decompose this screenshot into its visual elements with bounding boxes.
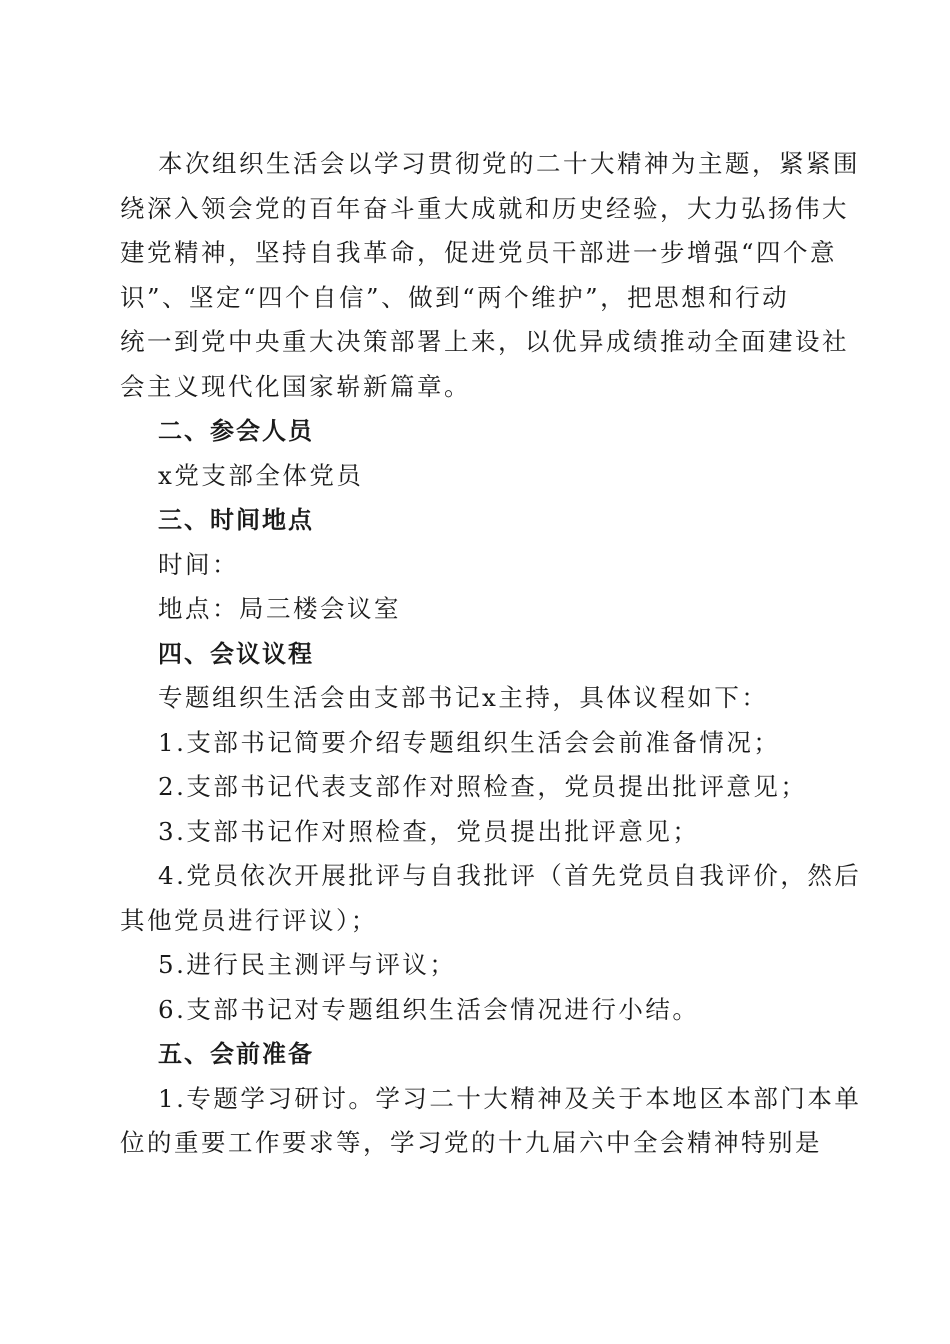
section-heading-attendees: 二、参会人员 <box>158 417 314 445</box>
intro-line: 本次组织生活会以学习贯彻党的二十大精神为主题，紧紧围 <box>158 149 860 178</box>
intro-line: 建党精神，坚持自我革命，促进党员干部进一步增强“四个意 <box>120 238 838 267</box>
agenda-item-2: 2.支部书记代表支部作对照检查，党员提出批评意见； <box>158 772 808 801</box>
time-text: 时间： <box>158 549 239 579</box>
section-heading-preparation: 五、会前准备 <box>158 1040 314 1068</box>
intro-line: 统一到党中央重大决策部署上来，以优异成绩推动全面建设社 <box>120 327 849 356</box>
agenda-item-4-line: 4.党员依次开展批评与自我批评（首先党员自我评价，然后 <box>158 861 862 890</box>
agenda-item-6: 6.支部书记对专题组织生活会情况进行小结。 <box>158 994 700 1024</box>
preparation-item-1 <box>120 1077 862 1166</box>
agenda-item-4-line: 其他党员进行评议）； <box>120 905 378 935</box>
intro-line: 识”、坚定“四个自信”、做到“两个维护”，把思想和行动 <box>120 282 790 312</box>
agenda-item-3: 3.支部书记作对照检查，党员提出批评意见； <box>158 816 700 846</box>
agenda-item-5: 5.进行民主测评与评议； <box>158 950 457 979</box>
document-body <box>120 142 862 1166</box>
agenda-item-4 <box>120 854 862 943</box>
intro-paragraph <box>120 142 860 409</box>
place-text: 地点：局三楼会议室 <box>158 594 401 623</box>
intro-line: 会主义现代化国家崭新篇章。 <box>120 371 471 401</box>
section-heading-agenda: 四、会议议程 <box>158 639 314 668</box>
agenda-item-1: 1.支部书记简要介绍专题组织生活会会前准备情况； <box>158 727 781 757</box>
section-heading-time-place: 三、时间地点 <box>158 506 314 534</box>
attendees-text: x党支部全体党员 <box>158 460 364 490</box>
agenda-intro: 专题组织生活会由支部书记x主持，具体议程如下： <box>158 683 769 712</box>
intro-line: 绕深入领会党的百年奋斗重大成就和历史经验，大力弘扬伟大 <box>120 193 849 223</box>
preparation-item-1-line: 位的重要工作要求等，学习党的十九届六中全会精神特别是 <box>120 1128 822 1157</box>
preparation-item-1-line: 1.专题学习研讨。学习二十大精神及关于本地区本部门本单 <box>158 1083 862 1113</box>
